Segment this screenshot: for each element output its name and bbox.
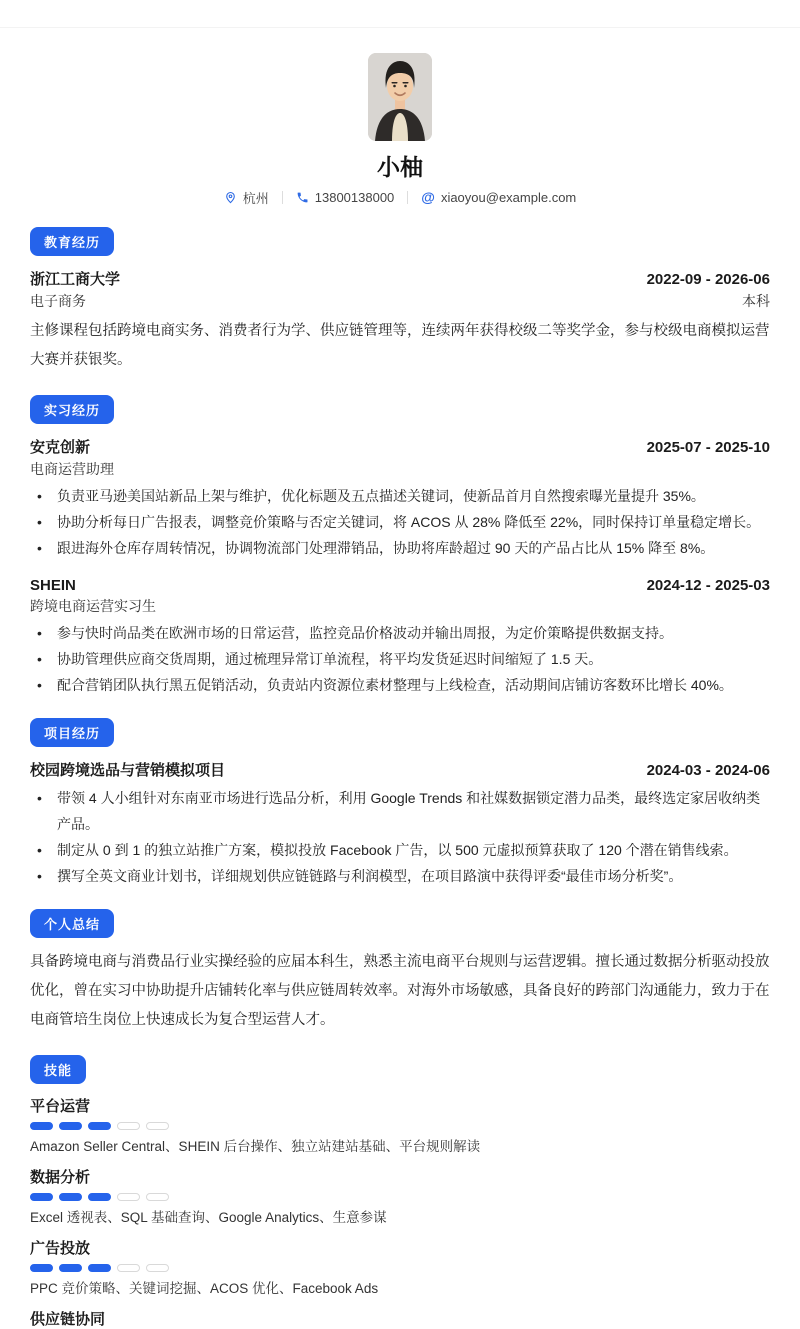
section-badge-summary: 个人总结 <box>30 909 114 938</box>
internship-entry <box>30 577 770 698</box>
section-education <box>30 227 770 375</box>
summary-text: 具备跨境电商与消费品行业实操经验的应届本科生，熟悉主流电商平台规则与运营逻辑。擅长通过数据分析驱动投放优化，曾在实习中协助提升店铺转化率与供应链周转效率。对海外市场敏感，具备良好的跨部门沟通能力，致力于在电商管培生岗位上快速成长为复合型运营人才。 <box>30 954 770 1028</box>
section-internship <box>30 395 770 698</box>
contact-location <box>211 188 282 207</box>
skill-name: 平台运营 <box>30 1098 91 1115</box>
contact-email-text: xiaoyou@example.com <box>440 190 577 205</box>
skill-level-segment <box>59 1264 82 1272</box>
entry-subheader <box>30 597 770 615</box>
bullet-item: • 配合营销团队执行黑五促销活动，负责站内资源位素材整理与上线检查，活动期间店铺访客数环比增长 40%。 <box>30 672 770 698</box>
section-summary <box>30 909 770 1035</box>
bullet-item: • 参与快时尚品类在欧洲市场的日常运营，监控竞品价格波动并输出周报，为定价策略提供数据支持。 <box>30 620 770 646</box>
skill-item <box>30 1239 770 1297</box>
bullet-item: • 制定从 0 到 1 的独立站推广方案，模拟投放 Facebook 广告，以 500 元虚拟预算获取了 120 个潜在销售线索。 <box>30 837 770 863</box>
contact-location-text: 杭州 <box>242 191 269 206</box>
project-name: 校园跨境选品与营销模拟项目 <box>30 762 226 779</box>
candidate-name: 小柚 <box>377 154 423 180</box>
education-entry <box>30 268 770 375</box>
education-date-range: 2022-09 - 2026-06 <box>646 271 770 288</box>
skill-level-bar <box>30 1264 770 1272</box>
skill-level-segment <box>88 1122 111 1130</box>
skill-level-segment <box>59 1193 82 1201</box>
entry-header <box>30 577 770 594</box>
skill-level-segment <box>59 1122 82 1130</box>
skill-level-segment <box>30 1122 53 1130</box>
job-title: 电商运营助理 <box>30 461 114 477</box>
degree-level: 本科 <box>742 293 770 309</box>
skill-level-segment <box>146 1193 169 1201</box>
entry-subheader <box>30 292 770 310</box>
email-icon: @ <box>421 189 435 205</box>
skill-level-bar <box>30 1193 770 1201</box>
major-name: 电子商务 <box>30 293 86 309</box>
bullet-item: • 撰写全英文商业计划书，详细规划供应链链路与利润模型，在项目路演中获得评委“最佳市场分析奖”。 <box>30 863 770 889</box>
bullet-list <box>30 785 770 889</box>
skill-item <box>30 1097 770 1155</box>
entry-header <box>30 759 770 780</box>
skill-level-segment <box>88 1193 111 1201</box>
skill-item <box>30 1310 770 1329</box>
phone-icon <box>296 191 309 204</box>
contact-email <box>408 190 589 205</box>
skill-level-segment <box>30 1193 53 1201</box>
company-name: 安克创新 <box>30 439 91 456</box>
skill-level-segment <box>117 1264 140 1272</box>
internship-date-range: 2025-07 - 2025-10 <box>646 439 770 456</box>
section-badge-project: 项目经历 <box>30 718 114 747</box>
skill-name: 数据分析 <box>30 1169 91 1186</box>
skill-level-segment <box>117 1193 140 1201</box>
skill-level-segment <box>117 1122 140 1130</box>
project-entry <box>30 759 770 889</box>
contact-phone-text: 13800138000 <box>314 190 395 205</box>
bullet-item: • 负责亚马逊美国站新品上架与维护，优化标题及五点描述关键词，使新品首月自然搜索曝光量提升 35%。 <box>30 483 770 509</box>
skill-level-segment <box>146 1264 169 1272</box>
skill-name: 供应链协同 <box>30 1311 106 1328</box>
bullet-item: • 协助分析每日广告报表，调整竞价策略与否定关键词，将 ACOS 从 28% 降低至 22%，同时保持订单量稳定增长。 <box>30 509 770 535</box>
contact-phone <box>283 190 408 205</box>
entry-header <box>30 436 770 457</box>
section-badge-education: 教育经历 <box>30 227 114 256</box>
skill-detail: Amazon Seller Central、SHEIN 后台操作、独立站建站基础、平台规则解读 <box>30 1139 481 1154</box>
contact-row <box>30 188 770 207</box>
skill-detail: PPC 竞价策略、关键词挖掘、ACOS 优化、Facebook Ads <box>30 1281 379 1296</box>
bullet-item: • 协助管理供应商交货周期，通过梳理异常订单流程，将平均发货延迟时间缩短了 1.5 天。 <box>30 646 770 672</box>
skill-name: 广告投放 <box>30 1240 91 1257</box>
company-name: SHEIN <box>30 577 76 594</box>
entry-header <box>30 268 770 289</box>
job-title: 跨境电商运营实习生 <box>30 598 156 614</box>
bullet-item: • 带领 4 人小组针对东南亚市场进行选品分析，利用 Google Trends 和社媒数据锁定潜力品类，最终选定家居收纳类产品。 <box>30 785 770 837</box>
section-project <box>30 718 770 889</box>
project-date-range: 2024-03 - 2024-06 <box>646 762 770 779</box>
profile-photo <box>368 53 432 141</box>
internship-entry <box>30 436 770 561</box>
bullet-list <box>30 620 770 698</box>
resume-page <box>0 27 800 1329</box>
section-badge-skills: 技能 <box>30 1055 86 1084</box>
section-skills <box>30 1055 770 1329</box>
location-icon <box>224 191 237 204</box>
skill-level-segment <box>88 1264 111 1272</box>
skill-detail: Excel 透视表、SQL 基础查询、Google Analytics、生意参谋 <box>30 1210 387 1225</box>
internship-date-range: 2024-12 - 2025-03 <box>646 577 770 594</box>
education-description: 主修课程包括跨境电商实务、消费者行为学、供应链管理等，连续两年获得校级二等奖学金，参与校级电商模拟运营大赛并获银奖。 <box>30 323 770 368</box>
entry-subheader <box>30 460 770 478</box>
skill-level-segment <box>146 1122 169 1130</box>
school-name: 浙江工商大学 <box>30 271 121 288</box>
bullet-item: • 跟进海外仓库存周转情况，协调物流部门处理滞销品，协助将库龄超过 90 天的产品占比从 15% 降至 8%。 <box>30 535 770 561</box>
skill-level-segment <box>30 1264 53 1272</box>
section-badge-internship: 实习经历 <box>30 395 114 424</box>
bullet-list <box>30 483 770 561</box>
skill-level-bar <box>30 1122 770 1130</box>
skill-item <box>30 1168 770 1226</box>
profile-photo-illustration <box>368 53 432 141</box>
